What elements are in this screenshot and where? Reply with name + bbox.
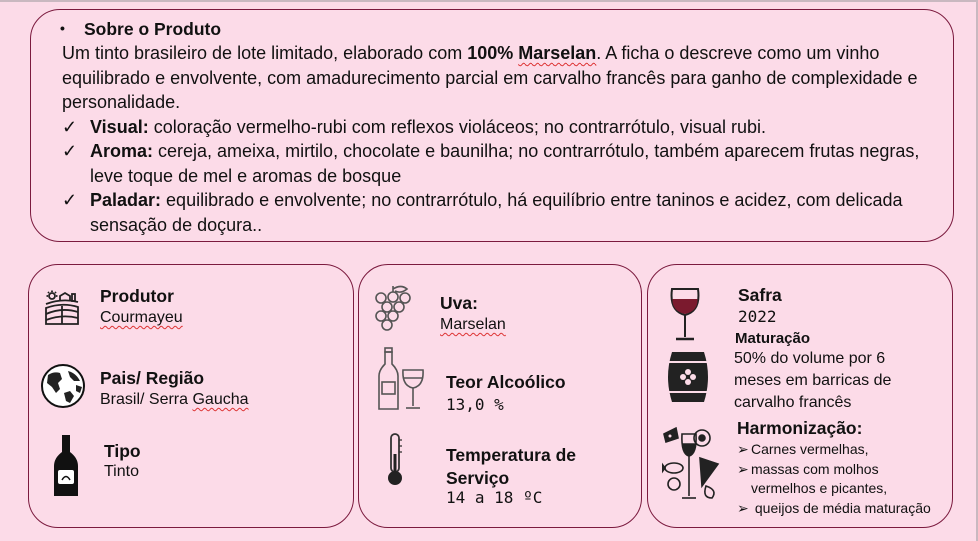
visual-label: Visual: xyxy=(90,117,149,137)
product-section-title xyxy=(60,19,221,40)
alcohol-value: 13,0 % xyxy=(446,395,504,414)
paladar-text: equilibrado e envolvente; no contrarrótulo, há equilíbrio entre taninos e acidez, com delicada sensação de doçura.. xyxy=(90,190,903,235)
maturation-line-3: carvalho francês xyxy=(734,394,852,411)
barrel-icon xyxy=(666,350,710,404)
type-value: Tinto xyxy=(104,463,139,480)
vintage-value: 2022 xyxy=(738,307,777,326)
grape-label: Uva: xyxy=(440,293,478,313)
temperature-value: 14 a 18 ºC xyxy=(446,488,543,507)
producer-value: Courmayeu xyxy=(100,309,183,326)
intro-bold-grape: Marselan xyxy=(518,43,597,63)
visual-item xyxy=(62,115,954,140)
maturation-line-1: 50% do volume por 6 xyxy=(734,350,886,367)
wine-glass-icon xyxy=(669,287,701,343)
vintage-label: Safra xyxy=(738,285,782,305)
bullet-icon: • xyxy=(60,20,65,36)
producer-label: Produtor xyxy=(100,286,174,306)
pairing-label: Harmonização: xyxy=(737,418,863,438)
arrow-bullet-icon: ➢ xyxy=(737,460,749,477)
product-intro xyxy=(62,41,952,115)
globe-icon xyxy=(40,363,86,409)
pairing-item-text: queijos de média maturação xyxy=(751,499,931,516)
pairing-list xyxy=(737,440,931,518)
product-title-text: Sobre o Produto xyxy=(84,19,222,39)
alcohol-label: Teor Alcoólico xyxy=(446,372,566,392)
maturation-label: Maturação xyxy=(735,330,811,347)
pairing-item xyxy=(737,460,931,480)
arrow-bullet-icon: ➢ xyxy=(737,441,749,457)
thermometer-icon xyxy=(385,432,405,488)
arrow-bullet-icon: ➢ xyxy=(737,499,749,516)
paladar-item xyxy=(62,188,954,237)
frame-top-line xyxy=(0,0,978,2)
aroma-item xyxy=(62,139,954,188)
wine-bottle-icon xyxy=(53,434,79,498)
food-pairing-icon xyxy=(662,424,722,502)
aroma-label: Aroma: xyxy=(90,141,154,161)
check-icon: ✓ xyxy=(62,117,78,137)
region-label: Pais/ Região xyxy=(100,368,205,388)
region-value-state: Gaucha xyxy=(192,391,249,408)
paladar-label: Paladar: xyxy=(90,190,162,210)
pairing-item-continuation: vermelhos e picantes, xyxy=(751,480,888,496)
type-label: Tipo xyxy=(104,441,141,461)
check-icon: ✓ xyxy=(62,141,78,161)
temperature-label-line-2: Serviço xyxy=(446,468,510,488)
visual-text: coloração vermelho-rubi com reflexos violáceos; no contrarrótulo, visual rubi. xyxy=(148,117,766,137)
bottle-and-glass-icon xyxy=(378,346,426,412)
aroma-text: cereja, ameixa, mirtilo, chocolate e baunilha; no contrarrótulo, também aparecem frutas negras, leve toque de mel e aromas de bosque xyxy=(90,141,920,186)
region-value xyxy=(100,391,249,409)
region-value-country: Brasil/ Serra xyxy=(100,391,193,408)
vineyard-icon xyxy=(44,290,80,326)
maturation-line-2: meses em barricas de xyxy=(734,372,892,389)
pairing-item xyxy=(737,499,931,519)
pairing-item-text: massas com molhos xyxy=(751,460,879,477)
intro-text-1: Um tinto brasileiro de lote limitado, elaborado com xyxy=(62,43,468,63)
check-icon: ✓ xyxy=(62,190,78,210)
intro-bold-1: 100% xyxy=(467,43,519,63)
grape-value: Marselan xyxy=(440,316,506,333)
temperature-label-line-1: Temperatura de xyxy=(446,445,576,465)
pairing-item-text: Carnes vermelhas, xyxy=(751,441,869,457)
intro-text-2: . A ficha o descreve como um vinho equilibrado e envolvente, com amadurecimento parcial em carvalho francês para ganho de complexidade e personalidade. xyxy=(62,43,918,112)
pairing-item xyxy=(737,440,931,460)
grapes-icon xyxy=(371,284,415,332)
